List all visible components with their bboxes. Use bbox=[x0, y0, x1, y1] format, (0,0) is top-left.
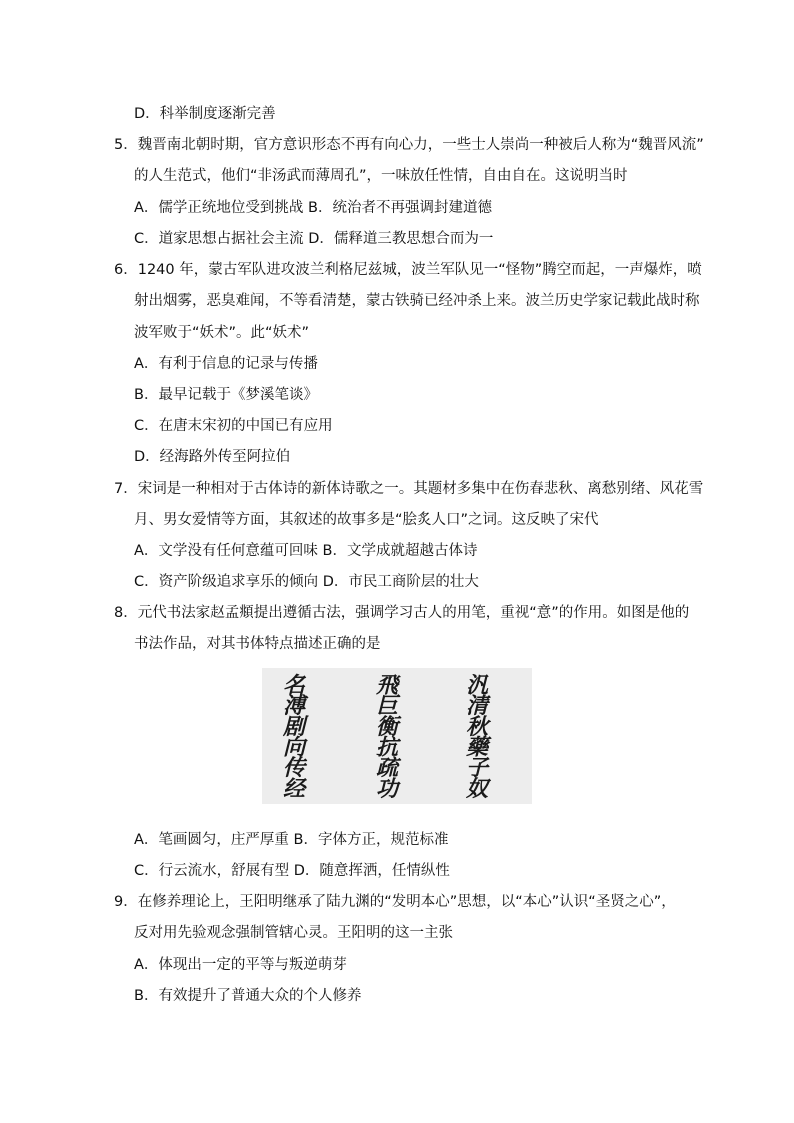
q8-options-cd: C．行云流水，舒展有型 D．随意挥洒，任情纵性 bbox=[134, 863, 450, 879]
q5-options-ab: A．儒学正统地位受到挑战 B．统治者不再强调封建道德 bbox=[134, 200, 492, 216]
q6-option-b: B．最早记载于《梦溪笔谈》 bbox=[134, 387, 318, 403]
q9-stem-line2: 反对用先验观念强制管辖心灵。王阳明的这一主张 bbox=[134, 925, 453, 941]
calligraphy-char: 功 bbox=[375, 775, 399, 802]
q5-options-cd: C．道家思想占据社会主流 D．儒释道三教思想合而为一 bbox=[134, 231, 494, 247]
calligraphy-char: 溥 bbox=[282, 693, 306, 720]
q4-option-d: D．科举制度逐渐完善 bbox=[134, 106, 276, 122]
q6-stem-line2: 射出烟雾，恶臭难闻，不等看清楚，蒙古铁骑已经冲杀上来。波兰历史学家记载此战时称 bbox=[134, 293, 700, 309]
calligraphy-char: 秋 bbox=[465, 713, 489, 740]
calligraphy-char: 汎 bbox=[465, 672, 489, 699]
q6-option-a: A．有利于信息的记录与传播 bbox=[134, 356, 318, 372]
calligraphy-char: 子 bbox=[465, 755, 489, 782]
calligraphy-column-middle bbox=[376, 673, 402, 802]
calligraphy-char: 剧 bbox=[282, 713, 306, 740]
q7-options-ab: A．文学没有任何意蕴可回味 B．文学成就超越古体诗 bbox=[134, 543, 478, 559]
q8-stem-line2: 书法作品，对其书体特点描述正确的是 bbox=[134, 636, 381, 652]
calligraphy-char: 疏 bbox=[375, 755, 399, 782]
calligraphy-char: 奴 bbox=[465, 775, 489, 802]
calligraphy-char: 经 bbox=[282, 775, 306, 802]
calligraphy-char: 巨 bbox=[375, 693, 399, 720]
calligraphy-char: 向 bbox=[282, 734, 306, 761]
calligraphy-image bbox=[262, 668, 532, 804]
calligraphy-char: 藥 bbox=[465, 734, 489, 761]
q7-stem-line2: 月、男女爱情等方面，其叙述的故事多是“脍炙人口”之词。这反映了宋代 bbox=[134, 512, 599, 528]
calligraphy-char: 清 bbox=[465, 693, 489, 720]
q7-options-cd: C．资产阶级追求享乐的倾向 D．市民工商阶层的壮大 bbox=[134, 574, 479, 590]
q9-stem-line1: 9．在修养理论上，王阳明继承了陆九渊的“发明本心”思想，以“本心”认识“圣贤之心”， bbox=[114, 894, 676, 910]
calligraphy-column-right bbox=[465, 673, 492, 802]
q5-stem-line2: 的人生范式，他们“非汤武而薄周孔”，一味放任性情，自由自在。这说明当时 bbox=[134, 168, 628, 184]
calligraphy-char: 抗 bbox=[375, 734, 399, 761]
q9-option-b: B．有效提升了普通大众的个人修养 bbox=[134, 988, 362, 1004]
q9-option-a: A．体现出一定的平等与叛逆萌芽 bbox=[134, 957, 347, 973]
calligraphy-char: 飛 bbox=[375, 672, 399, 699]
calligraphy-column-left bbox=[282, 673, 309, 802]
calligraphy-char: 名 bbox=[282, 672, 306, 699]
q6-stem-line3: 波军败于“妖术”。此“妖术” bbox=[134, 325, 310, 341]
q6-stem-line1: 6．1240 年，蒙古军队进攻波兰利格尼兹城，波兰军队见一“怪物”腾空而起，一声爆炸，喷 bbox=[114, 262, 702, 278]
q8-stem-line1: 8．元代书法家赵孟頫提出遵循古法，强调学习古人的用笔，重视“意”的作用。如图是他的 bbox=[114, 605, 690, 621]
calligraphy-char: 衡 bbox=[375, 713, 399, 740]
q6-option-d: D．经海路外传至阿拉伯 bbox=[134, 449, 291, 465]
q6-option-c: C．在唐末宋初的中国已有应用 bbox=[134, 418, 333, 434]
q8-options-ab: A．笔画圆匀，庄严厚重 B．字体方正，规范标准 bbox=[134, 832, 449, 848]
q5-stem-line1: 5．魏晋南北朝时期，官方意识形态不再有向心力，一些士人崇尚一种被后人称为“魏晋风流” bbox=[114, 137, 704, 153]
calligraphy-char: 传 bbox=[282, 755, 306, 782]
q7-stem-line1: 7．宋词是一种相对于古体诗的新体诗歌之一。其题材多集中在伤春悲秋、离愁别绪、风花雪 bbox=[114, 481, 704, 497]
